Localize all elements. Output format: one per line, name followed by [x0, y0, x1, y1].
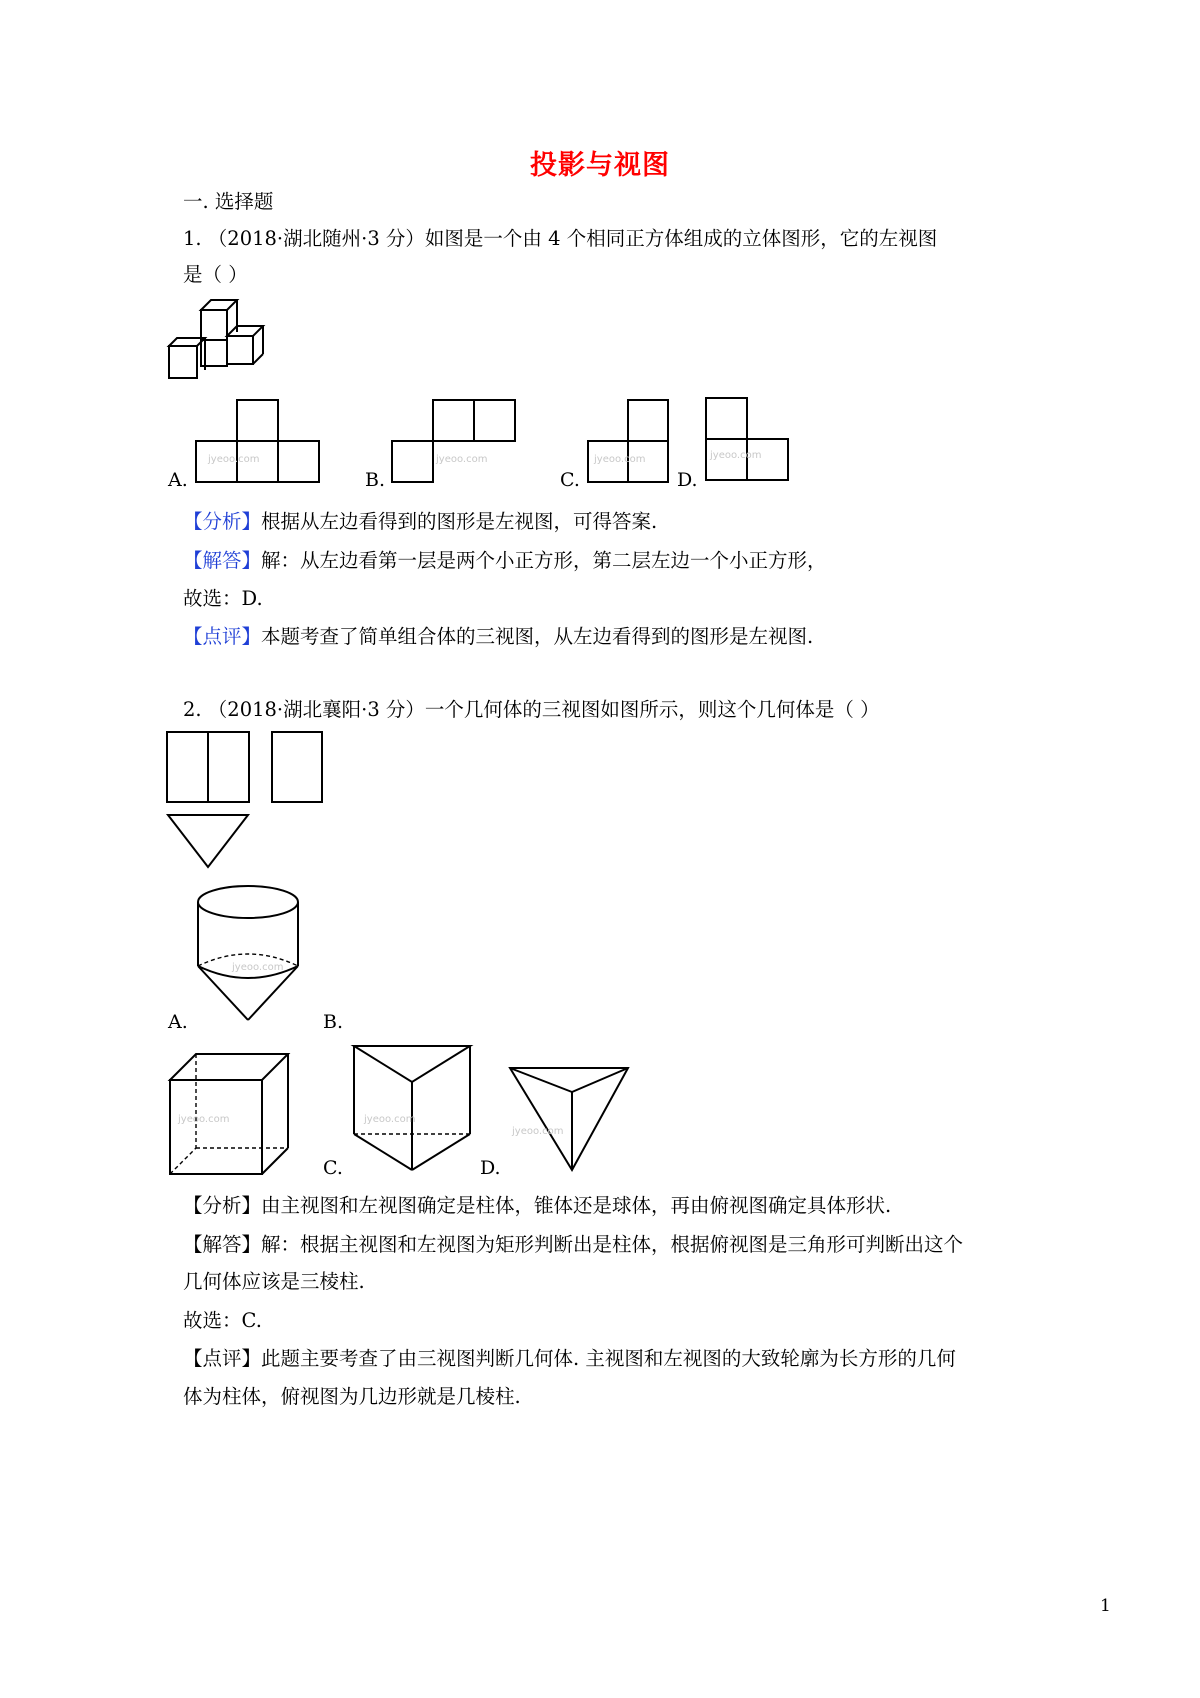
q2-comment-line1	[183, 1346, 956, 1372]
q1-option-b-label[interactable]: B.	[365, 469, 386, 491]
answer-tag: 【解答】	[183, 1233, 262, 1256]
watermark: jyeoo.com	[208, 454, 260, 465]
q1-answer	[183, 548, 827, 574]
analysis-tag: 【分析】	[183, 510, 262, 533]
q1-analysis	[183, 509, 657, 535]
q1-option-c-label[interactable]: C.	[560, 469, 580, 491]
page-title: 投影与视图	[530, 150, 670, 181]
q1-option-d-figure	[706, 398, 796, 484]
q2-three-views-figure	[166, 731, 326, 871]
q1-stem-line2: 是（ ）	[183, 263, 248, 286]
q2-option-a-label[interactable]: A.	[168, 1011, 188, 1033]
q2-analysis	[183, 1193, 891, 1219]
answer-tag: 【解答】	[183, 549, 262, 572]
q1-cube-figure	[165, 296, 275, 386]
analysis-tag: 【分析】	[183, 1194, 262, 1217]
comment-text: 本题考查了简单组合体的三视图，从左边看得到的图形是左视图.	[261, 625, 814, 648]
q2-option-d-figure	[508, 1066, 632, 1174]
watermark: jyeoo.com	[364, 1114, 416, 1125]
q2-choice: 故选：C.	[183, 1309, 262, 1332]
q2-stem: 2. （2018·湖北襄阳·3 分）一个几何体的三视图如图所示，则这个几何体是（ ）	[183, 698, 880, 721]
q1-option-b-figure	[392, 398, 522, 484]
watermark: jyeoo.com	[178, 1114, 230, 1125]
q1-stem-line1: 1. （2018·湖北随州·3 分）如图是一个由 4 个相同正方体组成的立体图形，它的左视图	[183, 227, 938, 250]
q2-option-a-figure	[196, 882, 306, 1024]
q1-option-d-label[interactable]: D.	[677, 469, 698, 491]
q1-option-a-label[interactable]: A.	[168, 469, 188, 491]
watermark: jyeoo.com	[710, 450, 762, 461]
q2-option-d-label[interactable]: D.	[480, 1157, 501, 1179]
q2-option-c-label[interactable]: C.	[323, 1157, 343, 1179]
watermark: jyeoo.com	[594, 454, 646, 465]
comment-text: 此题主要考查了由三视图判断几何体. 主视图和左视图的大致轮廓为长方形的几何	[261, 1347, 956, 1370]
q1-choice: 故选：D.	[183, 587, 263, 610]
watermark: jyeoo.com	[232, 962, 284, 973]
q2-option-c-figure	[352, 1042, 476, 1172]
q1-comment	[183, 624, 813, 650]
watermark: jyeoo.com	[436, 454, 488, 465]
q1-option-a-figure	[196, 398, 326, 484]
q2-option-b-label[interactable]: B.	[323, 1011, 344, 1033]
watermark: jyeoo.com	[512, 1126, 564, 1137]
q2-answer-line1	[183, 1232, 963, 1258]
answer-text: 解：根据主视图和左视图为矩形判断出是柱体，根据俯视图是三角形可判断出这个	[261, 1233, 964, 1256]
q1-option-c-figure	[588, 398, 678, 484]
section-heading: 一. 选择题	[183, 190, 274, 213]
analysis-text: 由主视图和左视图确定是柱体，锥体还是球体，再由俯视图确定具体形状.	[261, 1194, 892, 1217]
comment-tag: 【点评】	[183, 625, 262, 648]
q2-answer-line2: 几何体应该是三棱柱.	[183, 1270, 365, 1293]
page-number: 1	[1100, 1596, 1111, 1616]
answer-text: 解：从左边看第一层是两个小正方形，第二层左边一个小正方形，	[261, 549, 827, 572]
comment-tag: 【点评】	[183, 1347, 262, 1370]
q2-option-b-figure	[168, 1050, 298, 1178]
analysis-text: 根据从左边看得到的图形是左视图，可得答案.	[261, 510, 658, 533]
q2-comment-line2: 体为柱体，俯视图为几边形就是几棱柱.	[183, 1385, 521, 1408]
